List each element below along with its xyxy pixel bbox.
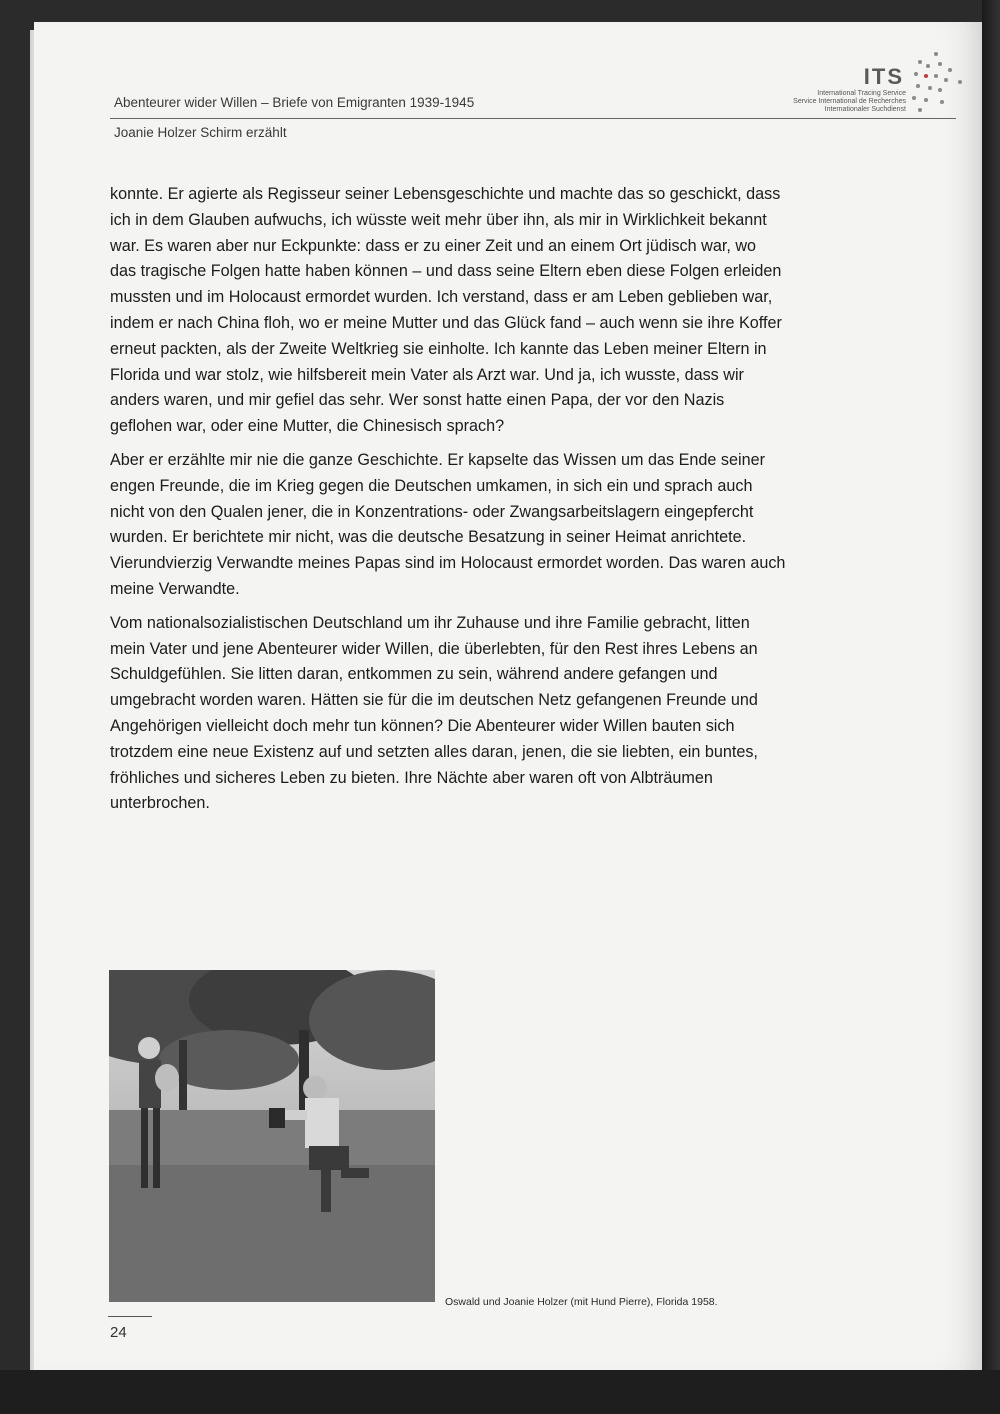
page-number: 24 (110, 1324, 127, 1341)
historical-photo (109, 970, 435, 1302)
document-page (34, 22, 984, 1370)
its-logo-line-de: Internationaler Suchdienst (824, 106, 906, 113)
paragraph: Aber er erzählte mir nie die ganze Geschichte. Er kapselte das Wissen um das Ende seiner engen Freunde, die im Krieg gegen die Deutschen umkamen, in sich ein und sprach auch nicht von den Qualen jener, die in Konzentrations- oder Zwangsarbeitslagern eingepfercht wurden. Er berichtete mir nicht, was die deutsche Besatzung in seiner Heimat anrichtete. Vierundvierzig Verwandte meines Papas sind im Holocaust ermordet worden. Das waren auch meine Verwandte. (110, 450, 786, 598)
scan-background-right (982, 0, 1000, 1414)
its-logo-line-fr: Service International de Recherches (793, 98, 906, 105)
photo-illustration (109, 970, 435, 1302)
paragraph: Vom nationalsozialistischen Deutschland um ihr Zuhause und ihre Familie gebracht, litten mein Vater und jene Abenteurer wider Willen, die überlebten, für den Rest ihres Lebens an Schuldgefühlen. Sie litten daran, entkommen zu sein, während andere gefangen und umgebracht worden waren. Hätten sie für die im deutschen Netz gefangenen Freunde und Angehörigen vielleicht doch mehr tun können? Die Abenteurer wider Willen bauten sich trotzdem eine neue Existenz auf und setzten alles daran, jenen, die sie liebten, ein buntes, fröhliches und sicheres Leben zu bieten. Ihre Nächte aber waren oft von Albträumen unterbrochen. (110, 613, 758, 813)
article-body (110, 182, 786, 825)
photo-caption: Oswald und Joanie Holzer (mit Hund Pierre), Florida 1958. (445, 1296, 718, 1308)
footer-divider (108, 1316, 152, 1317)
its-dots-icon (904, 50, 966, 120)
running-header-title: Abenteurer wider Willen – Briefe von Emigranten 1939-1945 (114, 95, 475, 110)
its-logo-mark: ITS (863, 64, 904, 89)
its-logo-line-en: International Tracing Service (817, 90, 906, 97)
running-header-subtitle: Joanie Holzer Schirm erzählt (114, 125, 287, 140)
scan-background-bottom (0, 1370, 1000, 1414)
paragraph: konnte. Er agierte als Regisseur seiner Lebensgeschichte und machte das so geschickt, dass ich in dem Glauben aufwuchs, ich wüsste weit mehr über ihn, als mir in Wirklichkeit bekannt war. Es waren aber nur Eckpunkte: dass er zu einer Zeit und an einem Ort jüdisch war, wo das tragische Folgen hatte haben können – und dass seine Eltern eben diese Folgen erleiden mussten und im Holocaust ermordet wurden. Ich verstand, dass er am Leben geblieben war, indem er nach China floh, wo er meine Mutter und das Glück fand – auch wenn sie ihre Koffer erneut packten, als der Zweite Weltkrieg sie einholte. Ich kannte das Leben meiner Eltern in Florida und war stolz, wie hilfsbereit mein Vater als Arzt war. Und ja, ich wusste, dass wir anders waren, und mir gefiel das sehr. Wer sonst hatte einen Papa, der vor den Nazis geflohen war, oder eine Mutter, die Chinesisch sprach? (110, 185, 782, 436)
its-logo (784, 50, 966, 120)
